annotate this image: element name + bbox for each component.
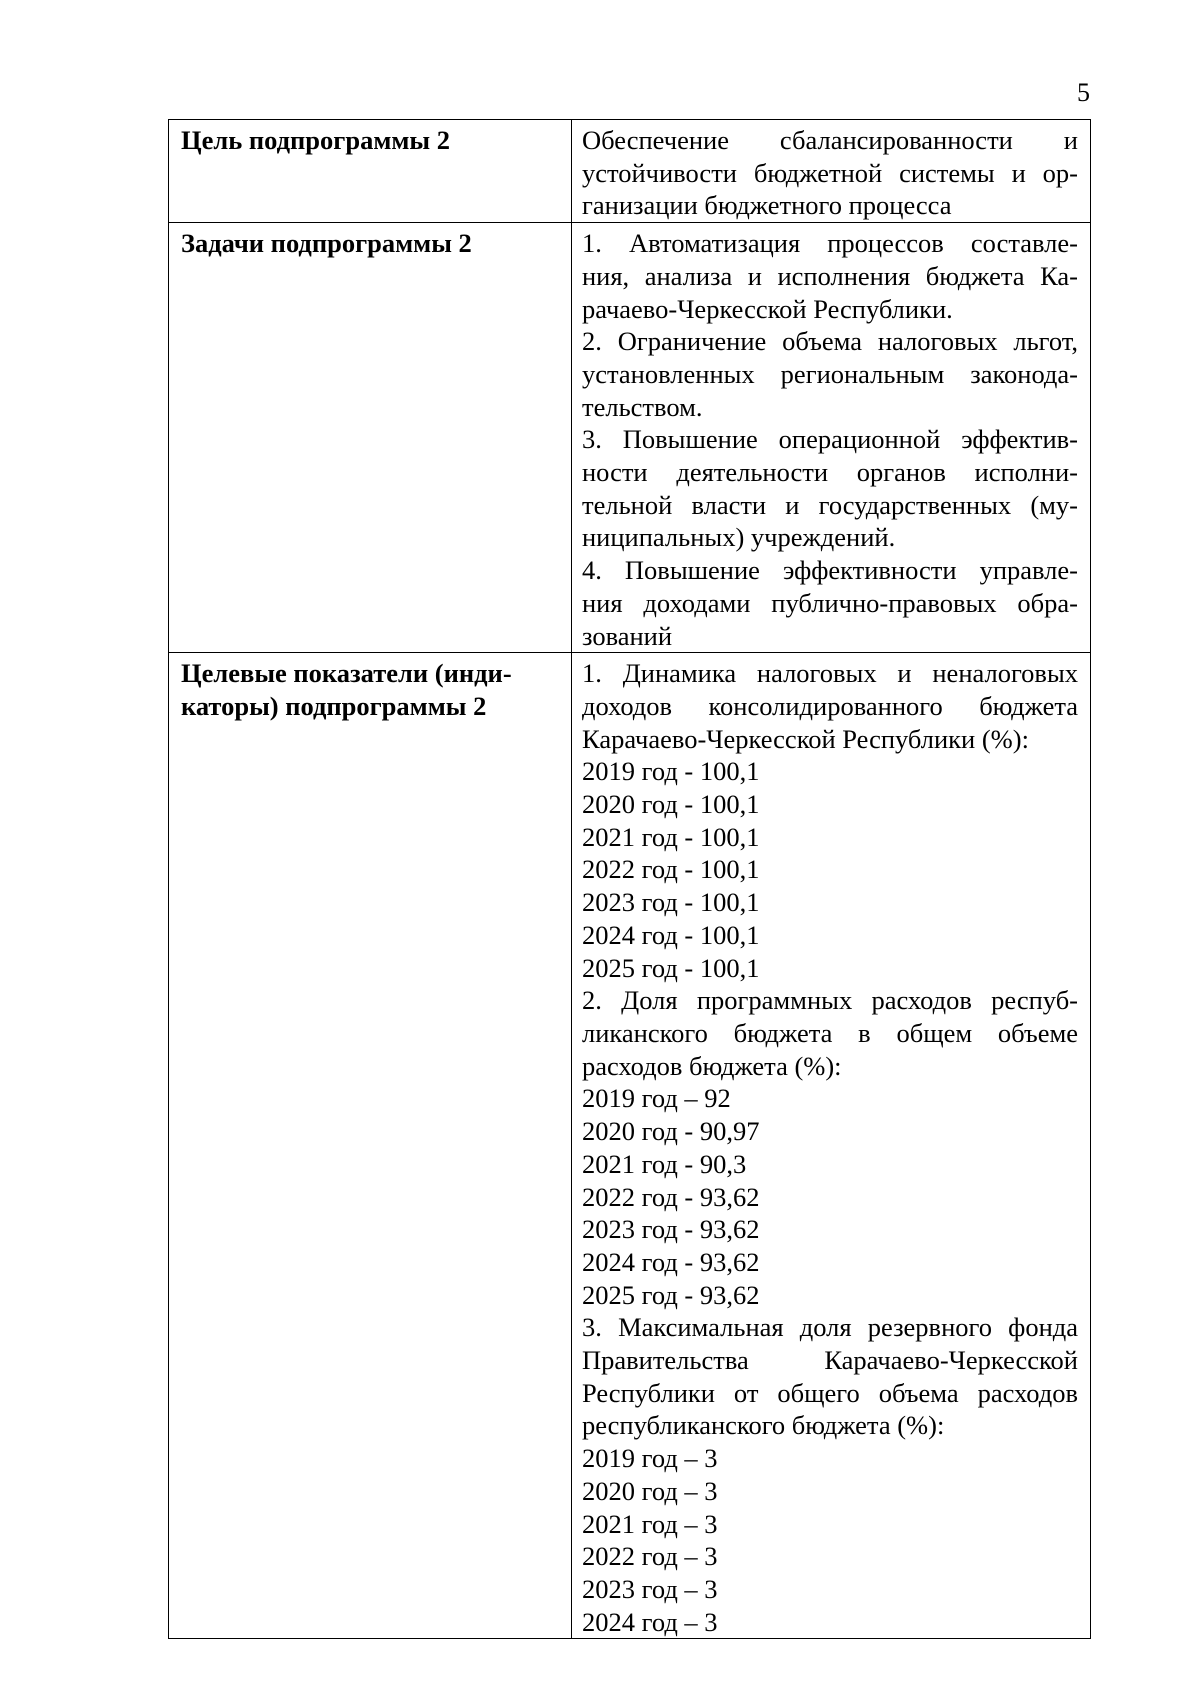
table-row-indicators <box>169 653 1091 1639</box>
row-value-line: Правительства Карачаево-Черкесской <box>582 1345 1078 1376</box>
row-value-line: 2. Доля программных расходов респуб- <box>582 985 1078 1016</box>
row-value-cell <box>572 653 1091 1639</box>
row-value-line: 1. Динамика налоговых и неналоговых <box>582 658 1078 689</box>
row-value-line: тельством. <box>582 391 703 422</box>
row-value-line: 2022 год - 100,1 <box>582 854 760 885</box>
row-value-line: 2019 год - 100,1 <box>582 756 760 787</box>
row-value-line: ниципальных) учреждений. <box>582 522 896 553</box>
row-value-line: ния доходами публично-правовых обра- <box>582 587 1078 618</box>
row-value-line: 2023 год - 100,1 <box>582 887 760 918</box>
row-label-cell <box>169 653 572 1639</box>
row-value-line: 3. Максимальная доля резервного фонда <box>582 1312 1078 1343</box>
row-value-line: 2021 год – 3 <box>582 1508 718 1539</box>
row-label-line: каторы) подпрограммы 2 <box>181 690 487 721</box>
row-value-cell <box>572 120 1091 223</box>
page-number: 5 <box>1077 78 1090 107</box>
row-value-line: 4. Повышение эффективности управле- <box>582 555 1078 586</box>
row-value-line: зований <box>582 620 673 651</box>
row-value-line: 2020 год - 90,97 <box>582 1116 760 1147</box>
row-value-line: 2024 год - 93,62 <box>582 1246 760 1277</box>
row-value-line: 2021 год - 100,1 <box>582 821 760 852</box>
row-value-line: 2023 год – 3 <box>582 1573 718 1604</box>
row-value-line: 2022 год – 3 <box>582 1541 718 1572</box>
row-value-line: Республики от общего объема расходов <box>582 1377 1078 1408</box>
row-value-line: республиканского бюджета (%): <box>582 1410 945 1441</box>
row-value-line: 2025 год - 100,1 <box>582 952 760 983</box>
row-label-line: Целевые показатели (инди- <box>181 658 512 689</box>
subprogram-passport-table <box>168 119 1091 1639</box>
row-value-line: расходов бюджета (%): <box>582 1050 842 1081</box>
row-value-line: ликанского бюджета в общем объеме <box>582 1017 1078 1048</box>
row-value-line: 2024 год – 3 <box>582 1606 718 1637</box>
row-value-line: Обеспечение сбалансированности и <box>582 125 1078 155</box>
row-value-line: доходов консолидированного бюджета <box>582 690 1078 721</box>
row-label-cell <box>169 223 572 653</box>
row-value-line: 2020 год – 3 <box>582 1475 718 1506</box>
row-value-line: ности деятельности органов исполни- <box>582 457 1078 488</box>
row-value-line: 2023 год - 93,62 <box>582 1214 760 1245</box>
row-label-cell <box>169 120 572 223</box>
row-value-line: установленных региональным законода- <box>582 358 1078 389</box>
row-value-line: рачаево-Черкесской Республики. <box>582 293 953 324</box>
row-value-line: 1. Автоматизация процессов составле- <box>582 228 1078 259</box>
row-value-cell <box>572 223 1091 653</box>
table-row-goal <box>169 120 1091 223</box>
row-value-line: Карачаево-Черкесской Республики (%): <box>582 723 1029 754</box>
row-value-line: тельной власти и государственных (му- <box>582 489 1078 520</box>
row-value-line: 2019 год – 3 <box>582 1443 718 1474</box>
row-value-line: устойчивости бюджетной системы и ор- <box>582 157 1078 188</box>
row-value-line: ния, анализа и исполнения бюджета Ка- <box>582 260 1078 291</box>
table-body <box>169 120 1091 1639</box>
row-value-line: 2020 год - 100,1 <box>582 789 760 820</box>
row-label-line: Задачи подпрограммы 2 <box>181 228 472 259</box>
row-value-line: 2019 год – 92 <box>582 1083 731 1114</box>
row-value-line: 2025 год - 93,62 <box>582 1279 760 1310</box>
row-value-line: 2021 год - 90,3 <box>582 1148 747 1179</box>
row-value-line: 3. Повышение операционной эффектив- <box>582 424 1078 455</box>
row-value-line: 2024 год - 100,1 <box>582 919 760 950</box>
row-value-line: 2022 год - 93,62 <box>582 1181 760 1212</box>
row-value-line: 2. Ограничение объема налоговых льгот, <box>582 326 1078 357</box>
row-value-line: ганизации бюджетного процесса <box>582 190 952 221</box>
row-label-line: Цель подпрограммы 2 <box>181 125 450 155</box>
table-row-tasks <box>169 223 1091 653</box>
